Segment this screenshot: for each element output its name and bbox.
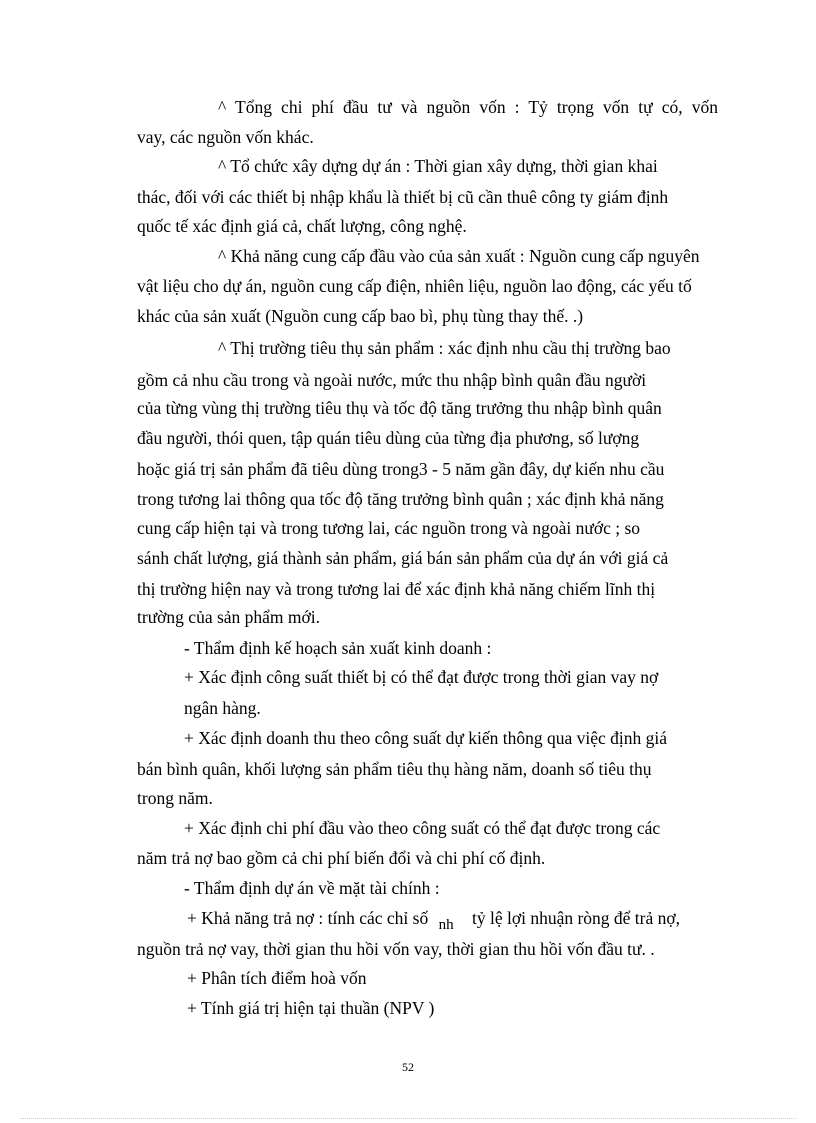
- text-line: + Tính giá trị hiện tại thuần (NPV ): [187, 998, 435, 1018]
- text-line: hoặc giá trị sản phẩm đã tiêu dùng trong3 - 5 năm gần đây, dự kiến nhu cầu: [137, 459, 665, 479]
- text-line: - Thẩm định dự án về mặt tài chính :: [184, 878, 440, 898]
- text-line: nguồn trả nợ vay, thời gian thu hồi vốn vay, thời gian thu hồi vốn đầu tư. .: [137, 939, 655, 959]
- text-line: năm trả nợ bao gồm cả chi phí biến đổi và chi phí cố định.: [137, 848, 546, 868]
- text-line: trường của sản phẩm mới.: [137, 607, 321, 627]
- text-line: ngân hàng.: [184, 698, 261, 718]
- text-line: sánh chất lượng, giá thành sản phẩm, giá bán sản phẩm của dự án với giá cả: [137, 548, 669, 568]
- text-line: thác, đối với các thiết bị nhập khẩu là thiết bị cũ cần thuê công ty giám định: [137, 187, 669, 207]
- text-line: bán bình quân, khối lượng sản phẩm tiêu thụ hàng năm, doanh số tiêu thụ: [137, 759, 652, 779]
- text-line: đầu người, thói quen, tập quán tiêu dùng của từng địa phương, số lượng: [137, 428, 640, 448]
- text-line: + Xác định công suất thiết bị có thể đạt được trong thời gian vay nợ: [184, 667, 659, 687]
- text-fragment: tỷ lệ lợi nhuận ròng để trả nợ,: [471, 908, 681, 928]
- text-line: của từng vùng thị trường tiêu thụ và tốc độ tăng trưởng thu nhập bình quân: [137, 398, 662, 418]
- text-line: + Phân tích điểm hoà vốn: [187, 968, 367, 988]
- text-line: trong tương lai thông qua tốc độ tăng trưởng bình quân ; xác định khả năng: [137, 489, 664, 509]
- text-line: vay, các nguồn vốn khác.: [137, 127, 314, 147]
- text-line: ^ Khả năng cung cấp đầu vào của sản xuất : Nguồn cung cấp nguyên: [218, 246, 700, 266]
- text-line: + Xác định doanh thu theo công suất dự kiến thông qua việc định giá: [184, 728, 668, 748]
- text-line: gồm cả nhu cầu trong và ngoài nước, mức thu nhập bình quân đầu người: [137, 370, 647, 390]
- text-fragment: + Khả năng trả nợ : tính các chỉ số: [187, 908, 429, 928]
- text-line: ^ Tổng chi phí đầu tư và nguồn vốn : Tỷ trọng vốn tự có, vốn: [218, 97, 718, 117]
- text-line: thị trường hiện nay và trong tương lai để xác định khả năng chiếm lĩnh thị: [137, 579, 656, 599]
- page-number: 52: [402, 1060, 414, 1074]
- text-line: [187, 907, 680, 931]
- text-line: ^ Thị trường tiêu thụ sản phẩm : xác định nhu cầu thị trường bao: [218, 338, 671, 358]
- text-line: cung cấp hiện tại và trong tương lai, các nguồn trong và ngoài nước ; so: [137, 518, 641, 538]
- text-line: + Xác định chi phí đầu vào theo công suất có thể đạt được trong các: [184, 818, 661, 838]
- text-line: trong năm.: [137, 788, 213, 808]
- text-line: quốc tế xác định giá cả, chất lượng, công nghệ.: [137, 216, 467, 236]
- text-line: khác của sản xuất (Nguồn cung cấp bao bì, phụ tùng thay thế. .): [137, 306, 584, 326]
- text-line: - Thẩm định kế hoạch sản xuất kinh doanh :: [184, 638, 492, 658]
- subscript-text: nh: [438, 917, 454, 933]
- text-line: vật liệu cho dự án, nguồn cung cấp điện, nhiên liệu, nguồn lao động, các yếu tố: [137, 276, 692, 296]
- text-line: ^ Tổ chức xây dựng dự án : Thời gian xây dựng, thời gian khai: [218, 156, 658, 176]
- footer-divider: [20, 1118, 796, 1119]
